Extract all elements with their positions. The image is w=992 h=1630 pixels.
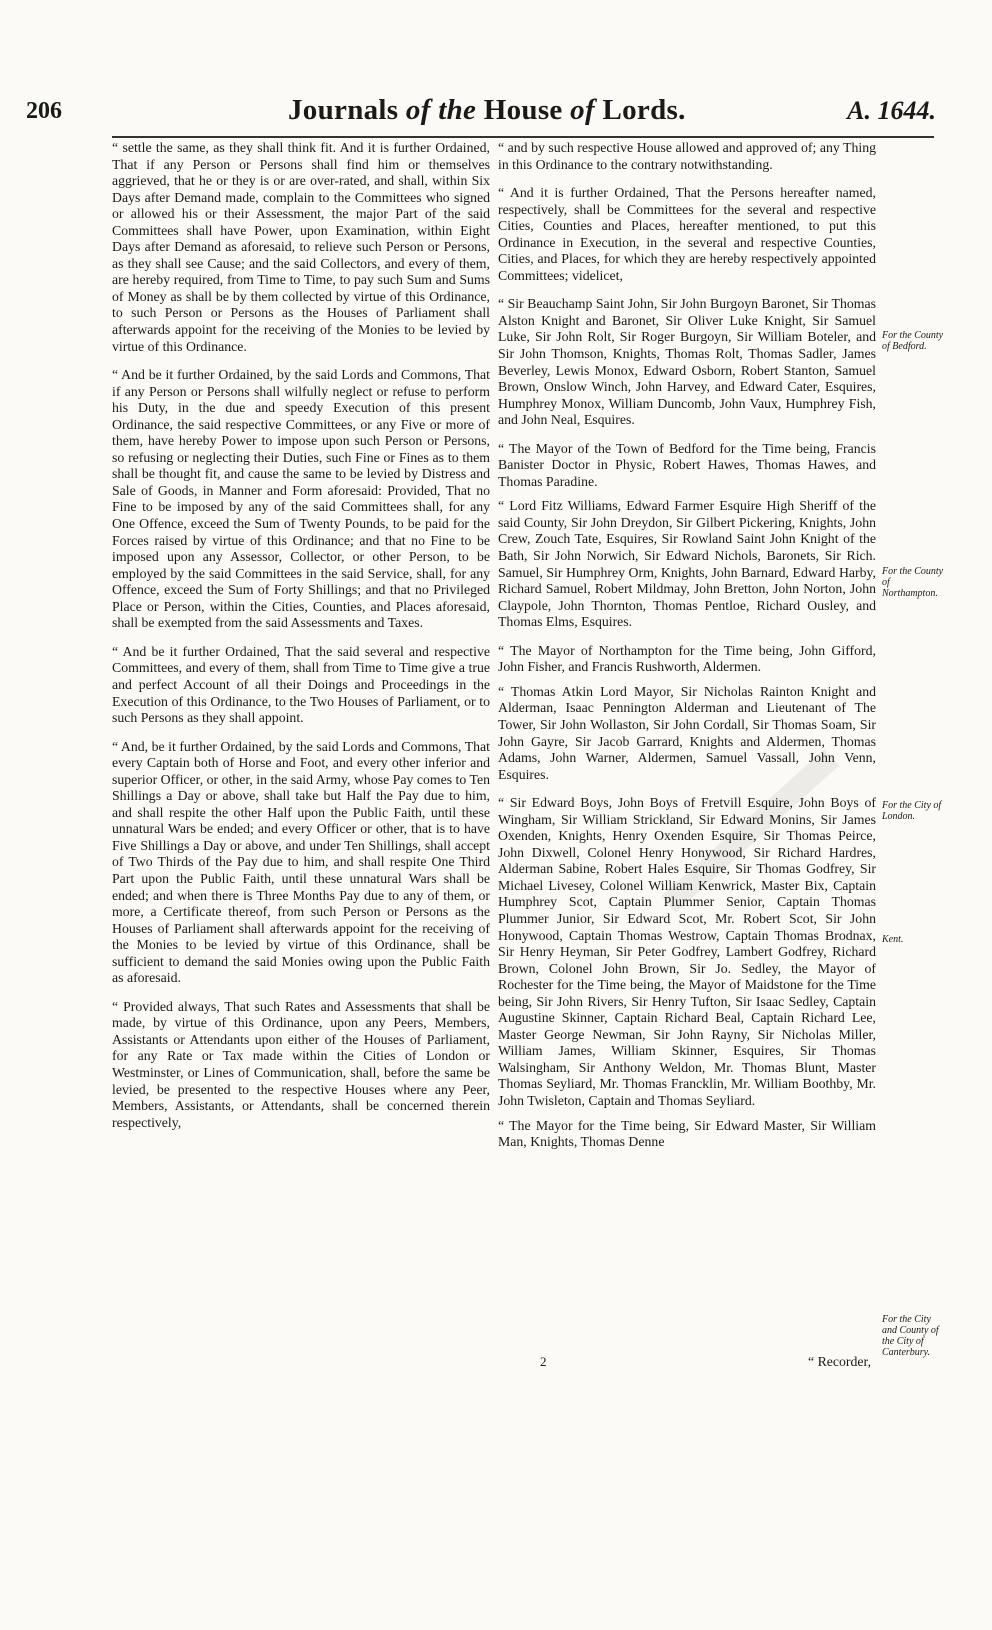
paragraph: “ Sir Edward Boys, John Boys of Fretvill Esquire, John Boys of Wingham, Sir William Strickland, Sir Edward Monins, Sir James Oxenden, Knights, Henry Oxenden Esquire, Sir Thomas Peirce, John Dixwell, Colonel Henry Honywood, Sir Richard Hardres, Alderman Sabine, Robert Hales Esquire, Sir Thomas Godfrey, Sir Michael Livesey, Colonel William Kenwrick, Master Bix, Captain Humphrey Scot, Captain Plummer Senior, Captain Thomas Plummer Junior, Sir Edward Scot, Mr. Robert Scot, Sir John Honywood, Captain Thomas Westrow, Captain Thomas Brodnax, Sir Henry Heyman, Sir Peter Godfrey, Lambert Godfrey, Richard Brown, Colonel John Brown, Sir Jo. Sedley, the Mayor of Rochester for the Time being, the Mayor of Maidstone for the Time being, Sir John Rivers, Sir Henry Tufton, Sir Isaac Sedley, Captain Augustine Skinner, Captain Richard Beal, Captain Richard Lee, Master George Newman, Sir John Rayny, Sir Nicholas Miller, William James, William Skinner, Esquires, Sir Thomas Walsingham, Sir Anthony Weldon, Mr. Thomas Blunt, Master Thomas Seyliard, Mr. Thomas Francklin, Mr. William Boothby, Mr. John Twisleton, Captain and Thomas Seyliard. (498, 795, 876, 1108)
title-part-of-the: of the (405, 94, 477, 126)
catchword: “ Recorder, (808, 1354, 872, 1369)
paragraph: “ and by such respective House allowed and approved of; any Thing in this Ordinance to the contrary notwithstanding. (498, 140, 876, 172)
paragraph: “ And it is further Ordained, That the Persons hereafter named, respectively, shall be Committees for the several and respective Cities, Counties and Places, hereafter mentioned, to put this Ordinance in Execution, in the several and respective Counties, Cities, and Places, for which they are hereby respectively appointed Committees; videlicet, (498, 185, 876, 283)
paragraph: “ And be it further Ordained, That the said several and respective Committees, and every of them, shall from Time to Time give a true and perfect Account of all their Doings and Proceedings in the Execution of this Ordinance, to the Two Houses of Parliament, or to such Persons as they shall appoint. (112, 643, 490, 726)
page-number: 206 (26, 98, 62, 124)
paragraph: “ Sir Beauchamp Saint John, Sir John Burgoyn Baronet, Sir Thomas Alston Knight and Baronet, Sir Oliver Luke Knight, Sir Samuel Luke, Sir John Rolt, Sir Roger Burgoyn, Sir William Boteler, and Sir John Thomson, Knights, Thomas Rolt, Thomas Sadler, James Beverley, Lewis Monox, Edward Osborn, Robert Stanton, Samuel Brown, Onslow Winch, John Harvey, and Edward Cater, Esquires, Humphrey Monox, William Duncomb, John Vaux, Humphrey Fish, and John Neal, Esquires. (498, 296, 876, 428)
margin-note-london: For the City of London. (882, 800, 942, 822)
running-header (26, 94, 936, 132)
paragraph: “ settle the same, as they shall think fit. And it is further Ordained, That if any Person or Persons shall find him or themselves aggrieved, that he or they is or are over-rated, and shall, within Six Days after Demand made, complain to the Committees who signed or allowed his or their Assessment, the major Part of the said Committees shall have Power, upon Examination, within Eight Days after Demand as aforesaid, to relieve such Person or Persons, as they shall see Cause; and the said Collectors, and every of them, are hereby required, from Time to Time, to pay such Sum and Sums of Money as shall be by them collected by virtue of this Ordinance, to such Person or Persons as the Houses of Parliament shall afterwards appoint for the receiving of the Monies to be levied by virtue of this Ordinance. (112, 140, 490, 354)
paragraph: “ The Mayor of the Town of Bedford for the Time being, Francis Banister Doctor in Physic, Robert Hawes, Thomas Hawes, and Thomas Paradine. (498, 440, 876, 489)
title-part-lords: Lords. (594, 94, 686, 126)
running-title (288, 94, 686, 127)
paragraph: “ The Mayor for the Time being, Sir Edward Master, Sir William Man, Knights, Thomas Denne (498, 1117, 876, 1150)
margin-note-bedford: For the County of Bedford. (882, 330, 944, 352)
margin-note-northampton: For the County of Northampton. (882, 566, 944, 599)
margin-note-kent: Kent. (882, 934, 904, 945)
paragraph: “ Provided always, That such Rates and Assessments that shall be made, by virtue of this Ordinance, upon any Peers, Members, Assistants or Attendants upon either of the Houses of Parliament, for any Rate or Tax made within the Cities of London or Westminster, or Lines of Communication, shall, before the same be levied, be presented to the respective Houses where any Peer, Members, Assistants, or Attendants, shall be concerned therein respectively, (112, 998, 490, 1130)
margin-note-canterbury: For the City and County of the City of Canterbury. (882, 1314, 939, 1358)
paragraph: “ Thomas Atkin Lord Mayor, Sir Nicholas Rainton Knight and Alderman, Isaac Pennington Alderman and Lieutenant of The Tower, Sir John Wollaston, Sir John Cordall, Sir Thomas Soam, Sir John Gayre, Sir Jacob Garrard, Knights and Aldermen, Thomas Adams, John Warner, Aldermen, Samuel Vassall, John Venn, Esquires. (498, 683, 876, 782)
paragraph: “ And, be it further Ordained, by the said Lords and Commons, That every Captain both of Horse and Foot, and every other inferior and superior Officer, or other, in the said Army, whose Pay comes to Ten Shillings a Day or above, shall take but Half the Pay due to him, and shall respite the other Half upon the Public Faith, until these unnatural Wars be ended; and every Officer or other, that is to have Five Shillings a Day or above, and under Ten Shillings, shall accept of Two Thirds of the Pay due to him, and shall respite One Third Part upon the Public Faith, until these unnatural Wars shall be ended; and when there is Three Months Pay due to any of them, or more, a Certificate thereof, from such Person or Persons as the Houses of Parliament shall afterwards appoint for the receiving of the Monies to be levied by virtue of this Ordinance, shall be sufficient to demand the said Monies owing upon the Public Faith as aforesaid. (112, 738, 490, 986)
paragraph: “ And be it further Ordained, by the said Lords and Commons, That if any Person or Persons shall wilfully neglect or refuse to perform his Duty, in the due and speedy Execution of this present Ordinance, the said respective Committees, or any Five or more of them, have hereby Power to impose upon such Person or Persons, so refusing or neglecting their Duties, such Fine or Fines as to them shall be thought fit, and cause the same to be levied by Distress and Sale of Goods, in Manner and Form aforesaid: Provided, That no Fine to be imposed by any of the said Committees shall, for any One Offence, exceed the Sum of Twenty Pounds, to be paid for the Forces raised by virtue of this Ordinance; and that no Fine to be imposed upon any Assessor, Collector, or other Person, to be employed by the said Committees in the said Service, shall, for any Offence, exceed the Sum of Forty Shillings; and that no Privileged Place or Person, within the Cities, Counties, and Places aforesaid, shall be exempted from the said Assessments and Taxes. (112, 367, 490, 631)
title-part-of: of (570, 94, 595, 126)
title-part-house: House (476, 94, 571, 126)
paragraph: “ The Mayor of Northampton for the Time being, John Gifford, John Fisher, and Francis Rushworth, Aldermen. (498, 642, 876, 675)
title-part-journals: Journals (288, 94, 406, 126)
left-column (112, 140, 490, 1143)
paragraph: “ Lord Fitz Williams, Edward Farmer Esquire High Sheriff of the said County, Sir John Dreydon, Sir Gilbert Pickering, Knights, John Crew, Zouch Tate, Esquires, Sir Rowland Saint John Knight of the Bath, Sir John Norwich, Sir Edward Nichols, Baronets, Sir Rich. Samuel, Sir Humphrey Orm, Knights, John Barnard, Edward Harby, Richard Samuel, Robert Mildmay, John Bretton, John Norton, John Claypole, John Thornton, Thomas Pentloe, Richard Ousley, and Thomas Elms, Esquires. (498, 498, 876, 630)
right-column (498, 140, 876, 1163)
year: A. 1644. (847, 96, 936, 125)
header-rule (112, 136, 934, 138)
printer-signature: 2 (540, 1354, 547, 1369)
